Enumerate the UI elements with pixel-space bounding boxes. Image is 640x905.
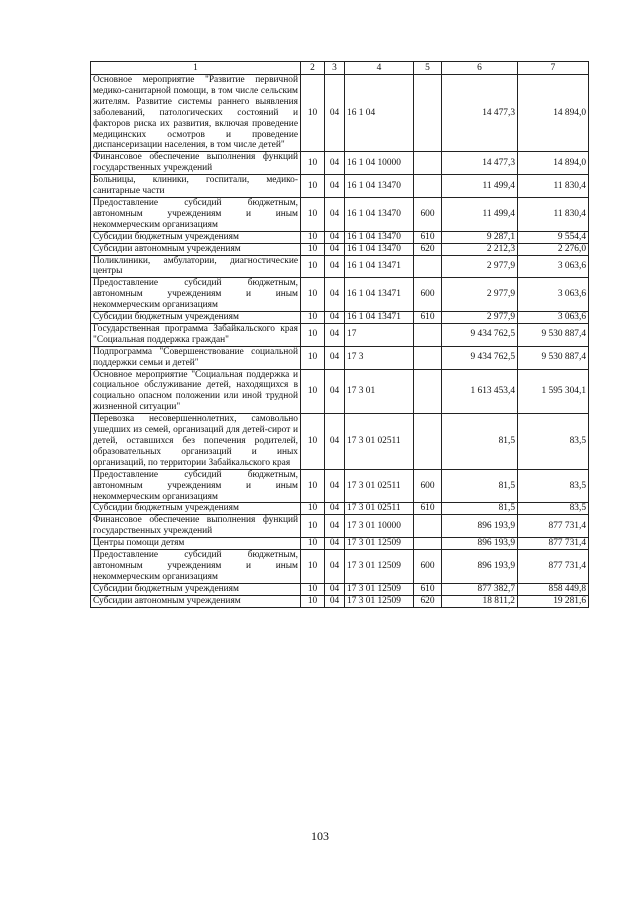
header-col-5: 5 <box>414 62 442 75</box>
row-amount-year2: 3 063,6 <box>518 278 589 312</box>
row-target-article: 17 3 01 12509 <box>345 595 414 607</box>
row-subsection: 04 <box>325 243 345 255</box>
row-subsection: 04 <box>325 255 345 278</box>
row-target-article: 16 1 04 <box>345 75 414 152</box>
row-expense-type <box>414 75 442 152</box>
row-target-article: 16 1 04 10000 <box>345 152 414 175</box>
table-row <box>91 231 589 243</box>
row-section: 10 <box>301 538 325 550</box>
table-row <box>91 323 589 346</box>
table-row <box>91 175 589 198</box>
row-amount-year2: 2 276,0 <box>518 243 589 255</box>
row-section: 10 <box>301 323 325 346</box>
row-expense-type: 610 <box>414 231 442 243</box>
row-section: 10 <box>301 231 325 243</box>
row-subsection: 04 <box>325 414 345 470</box>
row-amount-year2: 11 830,4 <box>518 175 589 198</box>
row-amount-year1: 81,5 <box>442 414 518 470</box>
table-row <box>91 278 589 312</box>
row-expense-type: 600 <box>414 469 442 503</box>
row-target-article: 16 1 04 13470 <box>345 197 414 231</box>
row-amount-year2: 19 281,6 <box>518 595 589 607</box>
budget-table <box>90 61 589 608</box>
row-name: Больницы, клиники, госпитали, медико-санитарные части <box>91 175 301 198</box>
row-subsection: 04 <box>325 278 345 312</box>
row-amount-year1: 877 382,7 <box>442 583 518 595</box>
row-amount-year2: 1 595 304,1 <box>518 369 589 414</box>
row-amount-year1: 2 212,3 <box>442 243 518 255</box>
row-target-article: 16 1 04 13471 <box>345 278 414 312</box>
row-amount-year2: 83,5 <box>518 469 589 503</box>
row-name: Предоставление субсидий бюджетным, автономным учреждениям и иным некоммерческим организациям <box>91 278 301 312</box>
row-section: 10 <box>301 583 325 595</box>
row-amount-year1: 9 434 762,5 <box>442 323 518 346</box>
row-expense-type: 610 <box>414 312 442 324</box>
table-row <box>91 414 589 470</box>
row-section: 10 <box>301 346 325 369</box>
table-row <box>91 550 589 584</box>
row-section: 10 <box>301 152 325 175</box>
row-amount-year2: 877 731,4 <box>518 515 589 538</box>
row-subsection: 04 <box>325 469 345 503</box>
row-amount-year1: 11 499,4 <box>442 175 518 198</box>
row-amount-year1: 81,5 <box>442 469 518 503</box>
row-section: 10 <box>301 243 325 255</box>
table-row <box>91 369 589 414</box>
header-col-7: 7 <box>518 62 589 75</box>
row-section: 10 <box>301 255 325 278</box>
table-row <box>91 515 589 538</box>
row-target-article: 16 1 04 13470 <box>345 175 414 198</box>
row-expense-type <box>414 515 442 538</box>
row-name: Субсидии бюджетным учреждениям <box>91 231 301 243</box>
row-amount-year1: 896 193,9 <box>442 515 518 538</box>
row-target-article: 17 3 01 10000 <box>345 515 414 538</box>
row-section: 10 <box>301 503 325 515</box>
row-amount-year2: 3 063,6 <box>518 312 589 324</box>
row-name: Основное мероприятие "Социальная поддержка и социальное обслуживание детей, находящихся в социально опасном положении или иной трудной жизненной ситуации" <box>91 369 301 414</box>
table-row <box>91 255 589 278</box>
row-target-article: 16 1 04 13471 <box>345 255 414 278</box>
row-amount-year2: 14 894,0 <box>518 75 589 152</box>
header-col-4: 4 <box>345 62 414 75</box>
row-target-article: 16 1 04 13470 <box>345 243 414 255</box>
row-target-article: 17 3 01 02511 <box>345 469 414 503</box>
row-subsection: 04 <box>325 175 345 198</box>
table-row <box>91 152 589 175</box>
row-expense-type <box>414 346 442 369</box>
row-amount-year1: 81,5 <box>442 503 518 515</box>
row-amount-year1: 9 434 762,5 <box>442 346 518 369</box>
row-target-article: 17 3 01 02511 <box>345 414 414 470</box>
header-col-6: 6 <box>442 62 518 75</box>
table-row <box>91 538 589 550</box>
table-row <box>91 346 589 369</box>
row-target-article: 17 3 <box>345 346 414 369</box>
row-name: Перевозка несовершеннолетних, самовольно ушедших из семей, организаций для детей-сирот и детей, оставшихся без попечения родителей, образовательных организаций и иных организаций, по территории Забайкальского края <box>91 414 301 470</box>
row-target-article: 16 1 04 13471 <box>345 312 414 324</box>
row-amount-year1: 11 499,4 <box>442 197 518 231</box>
row-name: Финансовое обеспечение выполнения функций государственных учреждений <box>91 152 301 175</box>
row-amount-year1: 896 193,9 <box>442 550 518 584</box>
row-name: Предоставление субсидий бюджетным, автономным учреждениям и иным некоммерческим организациям <box>91 469 301 503</box>
row-expense-type <box>414 369 442 414</box>
table-row <box>91 595 589 607</box>
table-row <box>91 75 589 152</box>
row-amount-year2: 9 554,4 <box>518 231 589 243</box>
row-target-article: 17 <box>345 323 414 346</box>
row-subsection: 04 <box>325 369 345 414</box>
row-subsection: 04 <box>325 312 345 324</box>
row-amount-year2: 9 530 887,4 <box>518 323 589 346</box>
row-name: Субсидии бюджетным учреждениям <box>91 312 301 324</box>
table-row <box>91 503 589 515</box>
row-expense-type: 610 <box>414 503 442 515</box>
row-subsection: 04 <box>325 503 345 515</box>
table-row <box>91 469 589 503</box>
row-amount-year2: 3 063,6 <box>518 255 589 278</box>
row-name: Центры помощи детям <box>91 538 301 550</box>
row-target-article: 17 3 01 12509 <box>345 550 414 584</box>
table-header-row <box>91 62 589 75</box>
row-name: Предоставление субсидий бюджетным, автономным учреждениям и иным некоммерческим организациям <box>91 550 301 584</box>
row-amount-year1: 14 477,3 <box>442 75 518 152</box>
row-target-article: 17 3 01 12509 <box>345 583 414 595</box>
row-section: 10 <box>301 550 325 584</box>
row-expense-type: 620 <box>414 595 442 607</box>
row-name: Субсидии автономным учреждениям <box>91 595 301 607</box>
row-amount-year2: 14 894,0 <box>518 152 589 175</box>
row-expense-type <box>414 538 442 550</box>
row-amount-year2: 877 731,4 <box>518 550 589 584</box>
table-row <box>91 243 589 255</box>
row-target-article: 17 3 01 <box>345 369 414 414</box>
row-name: Государственная программа Забайкальского края "Социальная поддержка граждан" <box>91 323 301 346</box>
row-expense-type: 620 <box>414 243 442 255</box>
table-row <box>91 197 589 231</box>
row-expense-type: 600 <box>414 550 442 584</box>
row-subsection: 04 <box>325 583 345 595</box>
row-section: 10 <box>301 595 325 607</box>
row-expense-type <box>414 152 442 175</box>
row-name: Финансовое обеспечение выполнения функций государственных учреждений <box>91 515 301 538</box>
row-subsection: 04 <box>325 323 345 346</box>
row-subsection: 04 <box>325 538 345 550</box>
row-amount-year2: 83,5 <box>518 414 589 470</box>
header-col-1: 1 <box>91 62 301 75</box>
row-section: 10 <box>301 75 325 152</box>
row-expense-type <box>414 175 442 198</box>
row-amount-year1: 14 477,3 <box>442 152 518 175</box>
row-subsection: 04 <box>325 231 345 243</box>
row-subsection: 04 <box>325 346 345 369</box>
header-col-2: 2 <box>301 62 325 75</box>
row-expense-type: 600 <box>414 278 442 312</box>
row-section: 10 <box>301 369 325 414</box>
row-amount-year1: 896 193,9 <box>442 538 518 550</box>
row-expense-type <box>414 323 442 346</box>
row-subsection: 04 <box>325 152 345 175</box>
row-name: Поликлиники, амбулатории, диагностические центры <box>91 255 301 278</box>
row-section: 10 <box>301 469 325 503</box>
row-amount-year2: 858 449,8 <box>518 583 589 595</box>
row-amount-year1: 18 811,2 <box>442 595 518 607</box>
row-subsection: 04 <box>325 550 345 584</box>
row-expense-type: 610 <box>414 583 442 595</box>
row-subsection: 04 <box>325 75 345 152</box>
table-row <box>91 312 589 324</box>
row-target-article: 16 1 04 13470 <box>345 231 414 243</box>
row-amount-year1: 2 977,9 <box>442 278 518 312</box>
row-amount-year2: 877 731,4 <box>518 538 589 550</box>
table-row <box>91 583 589 595</box>
row-amount-year2: 11 830,4 <box>518 197 589 231</box>
row-target-article: 17 3 01 12509 <box>345 538 414 550</box>
row-section: 10 <box>301 414 325 470</box>
row-subsection: 04 <box>325 197 345 231</box>
row-amount-year1: 1 613 453,4 <box>442 369 518 414</box>
header-col-3: 3 <box>325 62 345 75</box>
row-amount-year2: 83,5 <box>518 503 589 515</box>
row-name: Предоставление субсидий бюджетным, автономным учреждениям и иным некоммерческим организациям <box>91 197 301 231</box>
row-expense-type <box>414 255 442 278</box>
row-target-article: 17 3 01 02511 <box>345 503 414 515</box>
row-section: 10 <box>301 278 325 312</box>
row-amount-year1: 9 287,1 <box>442 231 518 243</box>
row-name: Субсидии автономным учреждениям <box>91 243 301 255</box>
row-section: 10 <box>301 312 325 324</box>
row-name: Подпрограмма "Совершенствование социальной поддержки семьи и детей" <box>91 346 301 369</box>
row-section: 10 <box>301 515 325 538</box>
row-subsection: 04 <box>325 595 345 607</box>
row-subsection: 04 <box>325 515 345 538</box>
row-amount-year1: 2 977,9 <box>442 312 518 324</box>
row-section: 10 <box>301 197 325 231</box>
page-number: 103 <box>311 829 329 843</box>
row-amount-year2: 9 530 887,4 <box>518 346 589 369</box>
row-name: Субсидии бюджетным учреждениям <box>91 583 301 595</box>
row-name: Основное мероприятие "Развитие первичной медико-санитарной помощи, в том числе сельским жителям. Развитие системы раннего выявления заболеваний, патологических состояний и факторов риска их развития, включая проведение медицинских осмотров и проведение диспансеризации населения, в том числе детей" <box>91 75 301 152</box>
row-expense-type <box>414 414 442 470</box>
row-name: Субсидии бюджетным учреждениям <box>91 503 301 515</box>
row-section: 10 <box>301 175 325 198</box>
row-amount-year1: 2 977,9 <box>442 255 518 278</box>
row-expense-type: 600 <box>414 197 442 231</box>
